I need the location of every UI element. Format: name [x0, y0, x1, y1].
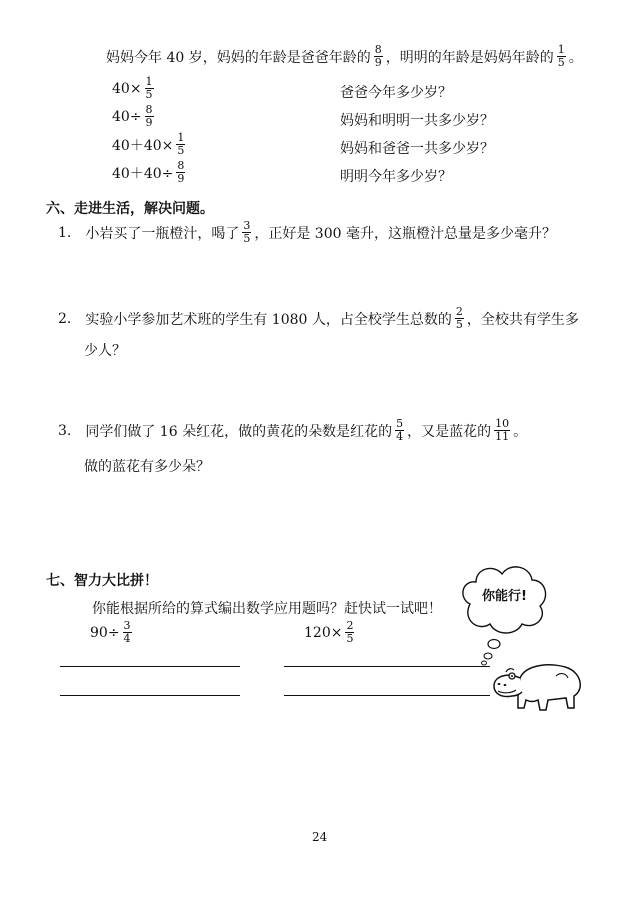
question-text: ，又是蓝花的: [407, 423, 492, 440]
question-2-line-2: 少人？: [84, 343, 126, 359]
fraction: [145, 104, 154, 129]
fraction: [145, 76, 154, 101]
section-7-title: 七、智力大比拼！: [46, 573, 158, 589]
question-number: 3.: [58, 422, 72, 439]
expression-prefix: 40÷: [112, 108, 142, 125]
expression-1: [90, 620, 135, 645]
match-expression-3: [112, 132, 188, 157]
match-question-3: 妈妈和爸爸一共多少岁？: [340, 141, 494, 157]
thought-bubble-icon: [454, 558, 554, 666]
question-text: 实验小学参加艺术班的学生有 1080 人，占全校学生总数的: [85, 311, 452, 328]
question-1: [58, 220, 556, 245]
question-text: 同学们做了 16 朵红花，做的黄花的朵数是红花的: [85, 423, 393, 440]
question-2: [58, 306, 579, 331]
fraction: [176, 132, 185, 157]
fraction: [123, 620, 132, 645]
fraction-denominator: 4: [396, 430, 404, 443]
question-number: 1.: [58, 224, 72, 241]
answer-line[interactable]: [60, 666, 240, 667]
intro-text-3: 。: [568, 49, 583, 66]
fraction-denominator: 4: [123, 632, 131, 645]
fraction-numerator: 5: [396, 417, 404, 430]
fraction-denominator: 5: [346, 632, 354, 645]
question-3-line-2: 做的蓝花有多少朵？: [84, 459, 210, 475]
fraction-numerator: 8: [177, 159, 185, 172]
expression-prefix: 40×: [112, 80, 142, 97]
question-text: 小岩买了一瓶橙汁，喝了: [85, 225, 240, 242]
question-text: ，正好是 300 毫升，这瓶橙汁总量是多少毫升？: [254, 225, 556, 242]
fraction-numerator: 1: [557, 43, 565, 56]
fraction-numerator: 8: [145, 103, 153, 116]
fraction-numerator: 3: [123, 619, 131, 632]
fraction-denominator: 5: [455, 318, 463, 331]
section-7-instruction: 你能根据所给的算式编出数学应用题吗？赶快试一试吧！: [92, 601, 442, 617]
intro-sentence: [106, 44, 583, 69]
expression-prefix: 120×: [304, 624, 343, 641]
fraction: [374, 44, 383, 69]
fraction: [455, 306, 464, 331]
expression-prefix: 90÷: [90, 624, 120, 641]
fraction-numerator: 2: [346, 619, 354, 632]
fraction-denominator: 9: [374, 56, 382, 69]
fraction: [395, 418, 404, 443]
fraction: [494, 418, 510, 443]
fraction-numerator: 1: [145, 75, 153, 88]
fraction-denominator: 9: [177, 172, 185, 185]
intro-text-2: ，明明的年龄是妈妈年龄的: [385, 49, 554, 66]
question-3: [58, 418, 527, 443]
fraction: [345, 620, 354, 645]
match-expression-2: [112, 104, 157, 129]
fraction-denominator: 5: [177, 144, 185, 157]
match-question-1: 爸爸今年多少岁？: [340, 85, 452, 101]
expression-2: [304, 620, 357, 645]
match-expression-4: [112, 160, 188, 185]
fraction-numerator: 1: [177, 131, 185, 144]
intro-text-1: 妈妈今年 40 岁，妈妈的年龄是爸爸年龄的: [106, 49, 371, 66]
page-number: 24: [312, 830, 328, 844]
fraction-numerator: 3: [243, 219, 251, 232]
fraction-numerator: 8: [374, 43, 382, 56]
answer-line[interactable]: [284, 695, 490, 696]
hippo-icon: [490, 656, 586, 716]
match-question-2: 妈妈和明明一共多少岁？: [340, 113, 494, 129]
fraction-denominator: 11: [495, 430, 510, 443]
question-text: ，全校共有学生多: [466, 311, 579, 328]
fraction-numerator: 2: [455, 305, 463, 318]
answer-line[interactable]: [60, 695, 240, 696]
fraction-denominator: 5: [557, 56, 565, 69]
expression-prefix: 40＋40÷: [112, 165, 174, 182]
fraction: [176, 160, 185, 185]
question-number: 2.: [58, 310, 72, 327]
fraction-denominator: 5: [243, 232, 251, 245]
section-6-title: 六、走进生活，解决问题。: [46, 201, 214, 217]
match-expression-1: [112, 76, 157, 101]
fraction-denominator: 9: [145, 116, 153, 129]
fraction-denominator: 5: [145, 88, 153, 101]
fraction: [557, 44, 566, 69]
expression-prefix: 40＋40×: [112, 137, 174, 154]
fraction: [242, 220, 251, 245]
question-text: 。: [513, 423, 528, 440]
fraction-numerator: 10: [495, 417, 510, 430]
answer-line[interactable]: [284, 666, 490, 667]
bubble-text: 你能行!: [482, 589, 527, 604]
match-question-4: 明明今年多少岁？: [340, 169, 452, 185]
